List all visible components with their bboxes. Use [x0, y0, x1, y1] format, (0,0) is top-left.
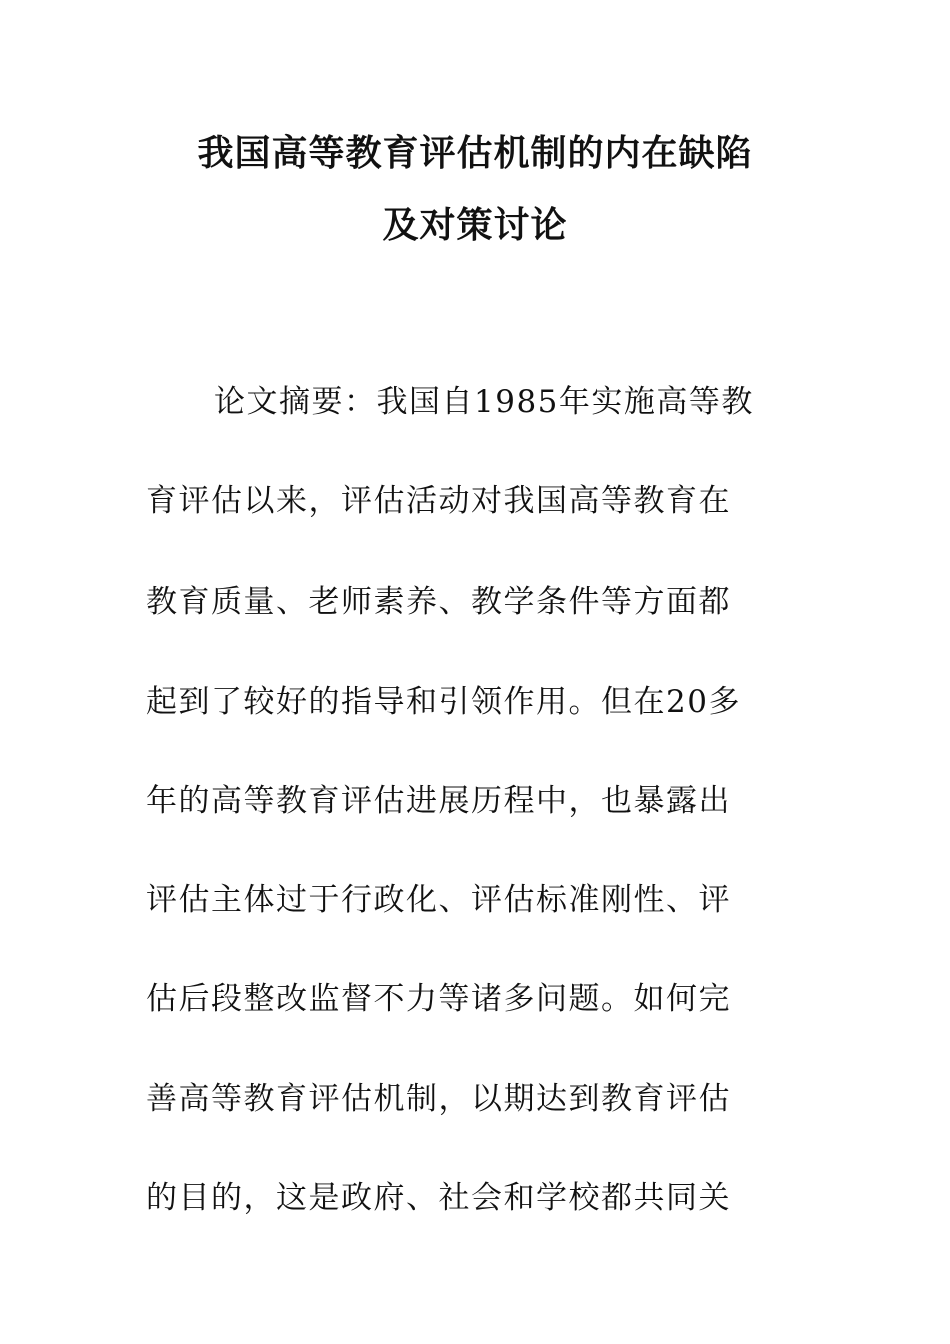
body-line: 估后段整改监督不力等诸多问题。如何完 [146, 981, 731, 1017]
body-line: 论文摘要：我国自1985年实施高等教 [214, 384, 754, 420]
body-line: 育评估以来，评估活动对我国高等教育在 [146, 483, 731, 519]
body-line: 的目的，这是政府、社会和学校都共同关 [146, 1180, 731, 1216]
body-line: 评估主体过于行政化、评估标准刚性、评 [146, 882, 731, 918]
body-line: 善高等教育评估机制，以期达到教育评估 [146, 1081, 731, 1117]
body-line: 年的高等教育评估进展历程中，也暴露出 [146, 783, 731, 819]
document-title-line-1: 我国高等教育评估机制的内在缺陷 [197, 133, 753, 174]
body-line: 教育质量、老师素养、教学条件等方面都 [146, 584, 731, 620]
body-line: 起到了较好的指导和引领作用。但在20多 [146, 684, 741, 720]
document-title-line-2: 及对策讨论 [382, 205, 568, 246]
